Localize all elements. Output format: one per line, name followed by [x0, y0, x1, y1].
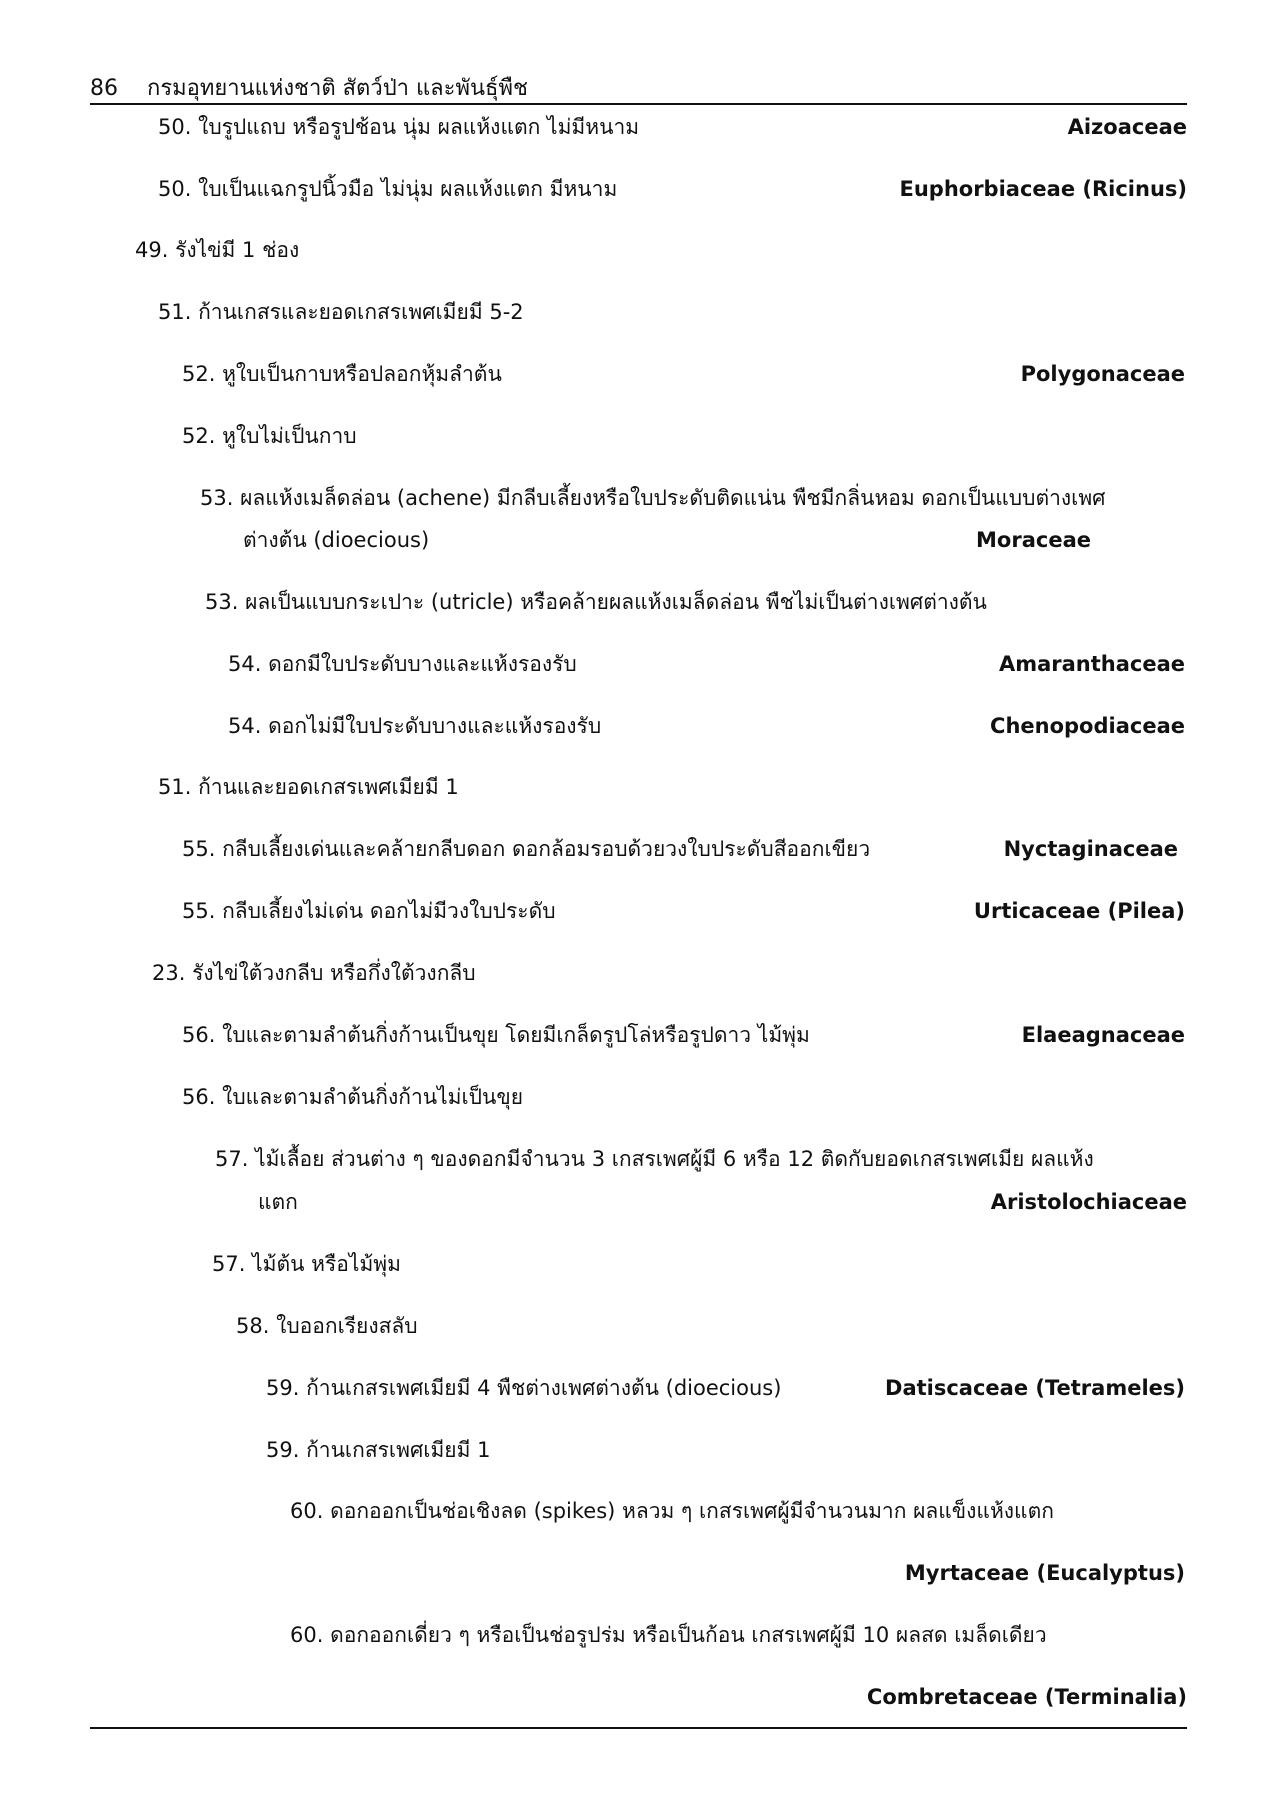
key-entry-text: 57. ไม้ต้น หรือไม้พุ่ม: [212, 1252, 401, 1276]
key-entry-text: 56. ใบและตามลำต้นกิ่งก้านไม่เป็นขุย: [182, 1085, 524, 1109]
key-entry-text: 54. ดอกไม่มีใบประดับบางและแห้งรองรับ: [228, 714, 602, 738]
family-name: Aizoaceae: [1067, 115, 1187, 139]
key-entry-text: 50. ใบเป็นแฉกรูปนิ้วมือ ไม่นุ่ม ผลแห้งแตก มีหนาม: [158, 177, 618, 201]
key-entry-text: แตก: [258, 1190, 298, 1214]
key-entry-text: 51. ก้านและยอดเกสรเพศเมียมี 1: [158, 775, 459, 799]
family-name: Polygonaceae: [1020, 362, 1185, 386]
family-name: Combretaceae (Terminalia): [866, 1685, 1187, 1709]
family-name: Aristolochiaceae: [990, 1190, 1187, 1214]
family-name: Chenopodiaceae: [990, 714, 1185, 738]
key-entry-text: 60. ดอกออกเดี่ยว ๆ หรือเป็นช่อรูปร่ม หรือเป็นก้อน เกสรเพศผู้มี 10 ผลสด เมล็ดเดียว: [290, 1623, 1047, 1647]
key-entry-text: 59. ก้านเกสรเพศเมียมี 4 พืชต่างเพศต่างต้น (dioecious): [266, 1376, 782, 1400]
header-title: กรมอุทยานแห่งชาติ สัตว์ป่า และพันธุ์พืช: [147, 76, 528, 101]
family-name: Urticaceae (Pilea): [973, 899, 1185, 923]
key-entry-text: 58. ใบออกเรียงสลับ: [236, 1314, 418, 1338]
key-entry-text: 54. ดอกมีใบประดับบางและแห้งรองรับ: [228, 652, 577, 676]
key-entry-text: 52. หูใบเป็นกาบหรือปลอกหุ้มลำต้น: [182, 362, 502, 386]
key-entry-text: 60. ดอกออกเป็นช่อเชิงลด (spikes) หลวม ๆ เกสรเพศผู้มีจำนวนมาก ผลแข็งแห้งแตก: [290, 1499, 1054, 1523]
family-name: Amaranthaceae: [998, 652, 1185, 676]
family-name: Myrtaceae (Eucalyptus): [904, 1561, 1185, 1585]
family-name: Moraceae: [976, 528, 1091, 552]
footer-rule: [90, 1727, 1187, 1729]
key-entry-text: 52. หูใบไม่เป็นกาบ: [182, 424, 357, 448]
page-number: 86: [90, 76, 118, 101]
key-entry-text: ต่างต้น (dioecious): [243, 528, 430, 552]
key-entry-text: 59. ก้านเกสรเพศเมียมี 1: [266, 1438, 491, 1462]
key-entry-text: 53. ผลเป็นแบบกระเปาะ (utricle) หรือคล้ายผลแห้งเมล็ดล่อน พืชไม่เป็นต่างเพศต่างต้น: [205, 590, 987, 614]
header-rule: [90, 103, 1187, 105]
family-name: Datiscaceae (Tetrameles): [885, 1376, 1185, 1400]
key-entry-text: 50. ใบรูปแถบ หรือรูปช้อน นุ่ม ผลแห้งแตก ไม่มีหนาม: [158, 115, 640, 139]
key-entry-text: 53. ผลแห้งเมล็ดล่อน (achene) มีกลีบเลี้ยงหรือใบประดับติดแน่น พืชมีกลิ่นหอม ดอกเป็นแบบต่างเพศ: [200, 486, 1106, 510]
page-header: [90, 70, 528, 105]
family-name: Elaeagnaceae: [1021, 1023, 1185, 1047]
key-entry-text: 56. ใบและตามลำต้นกิ่งก้านเป็นขุย โดยมีเกล็ดรูปโล่หรือรูปดาว ไม้พุ่ม: [182, 1023, 810, 1047]
key-entry-text: 51. ก้านเกสรและยอดเกสรเพศเมียมี 5-2: [158, 300, 524, 324]
family-name: Euphorbiaceae (Ricinus): [899, 177, 1187, 201]
key-entry-text: 49. รังไข่มี 1 ช่อง: [135, 238, 300, 262]
key-entry-text: 23. รังไข่ใต้วงกลีบ หรือกึ่งใต้วงกลีบ: [152, 961, 476, 985]
key-entry-text: 55. กลีบเลี้ยงไม่เด่น ดอกไม่มีวงใบประดับ: [182, 899, 556, 923]
key-entry-text: 57. ไม้เลื้อย ส่วนต่าง ๆ ของดอกมีจำนวน 3 เกสรเพศผู้มี 6 หรือ 12 ติดกับยอดเกสรเพศเมีย ผลแห้ง: [215, 1147, 1094, 1171]
family-name: Nyctaginaceae: [1003, 837, 1178, 861]
key-entry-text: 55. กลีบเลี้ยงเด่นและคล้ายกลีบดอก ดอกล้อมรอบด้วยวงใบประดับสีออกเขียว: [182, 837, 871, 861]
